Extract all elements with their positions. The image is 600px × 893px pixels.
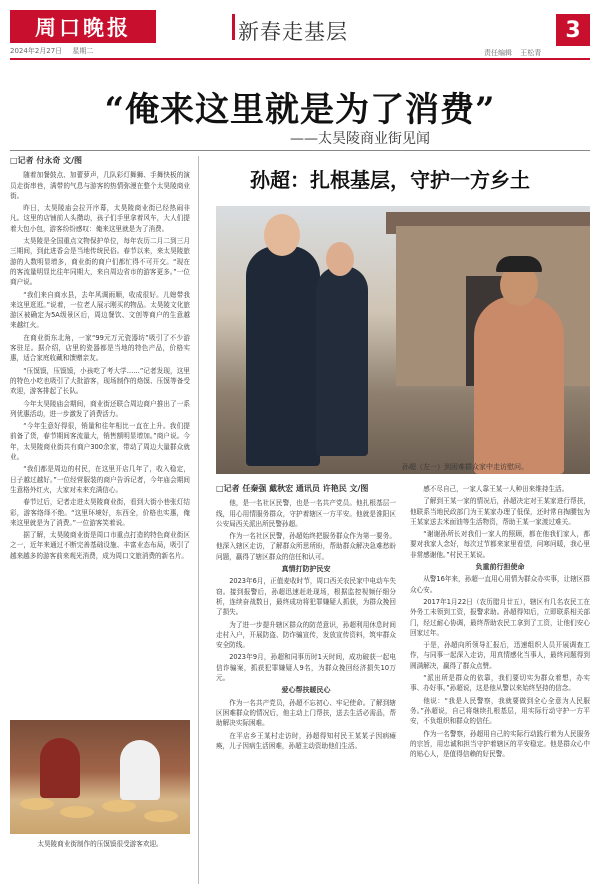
section-title: 新春走基层 [238, 20, 348, 44]
story-body [410, 484, 590, 560]
section-accent-bar [232, 14, 235, 40]
paragraph: 作为一名社区民警，孙超始终把服务群众作为第一要务。他深入辖区走访，了解群众所思所盼，帮助群众解决急难愁盼问题，赢得了辖区群众的信任和认可。 [216, 532, 396, 561]
headline-divider [10, 150, 590, 151]
story-body [216, 498, 396, 562]
paragraph: 据了解，太昊陵商业街是周口市重点打造的特色商业街区之一，近年来通过不断完善基础设施、丰富业态布局，吸引了越来越多的游客前来观光消费，成为周口文旅消费的新名片。 [10, 531, 190, 560]
photo-villager-cap [496, 256, 542, 272]
article-byline: □记者 付永奇 文/图 [10, 156, 83, 165]
paragraph: 感不尽自己，一家人靠王某一人种田来维持生活。 [423, 485, 569, 493]
newspaper-logo: 周口晚报 [10, 10, 156, 43]
story-subheading: 真情打防护民安 [281, 565, 331, 574]
issue-info [10, 46, 101, 56]
paragraph: 在平店乡王某村走访时，孙超得知村民王某某子因病瘫痪，儿子因病生活困难，孙超主动资助他们生活。 [216, 731, 396, 750]
paragraph: “压馍馍，压馍馍，小孩吃了考大学……”记者发现，这里的特色小吃也吸引了大批游客，现场制作的烙馍、压馍等备受欢迎，游客排起了长队。 [10, 366, 190, 396]
story-photo-caption: 孙超（左一）到困难群众家中走访慰问。 [402, 463, 528, 471]
story-subheading: 爱心帮扶暖民心 [281, 686, 331, 695]
photo-figure [120, 740, 160, 800]
story-subheading: 负重前行担使命 [475, 563, 525, 572]
photo-officer-head [264, 214, 300, 256]
paragraph: 了解到王某一家的情况后，孙超决定对王某家进行帮扶，他联系当地民政部门为王某家办理了低保，还时常自掏腰包为王某家送去米面油等生活物资，帮助王某一家渡过难关。 [410, 497, 590, 526]
story-column-1 [216, 484, 396, 884]
photo-bun [20, 798, 54, 810]
story-body [216, 576, 396, 683]
story-body [410, 574, 590, 759]
story-photo [216, 206, 590, 474]
paragraph: 为了进一步提升辖区群众的防范意识，孙超利用休息时间走村入户，开展防盗、防诈骗宣传，发放宣传资料，筑牢群众安全防线。 [216, 620, 396, 650]
photo-bun [102, 800, 136, 812]
column-divider [198, 156, 199, 884]
top-divider [10, 58, 590, 60]
story-title: 孙超：扎根基层，守护一方乡土 [250, 168, 530, 192]
paragraph: 从警16年来，孙超一直用心用情为群众办实事，让辖区群众心安。 [410, 575, 590, 594]
paragraph: 春节过后，记者走进太昊陵商业街，看到大街小巷张灯结彩，游客络绎不绝。“这里环境好，东西全，价格也实惠，俺来这里就是为了消费。”一位游客笑着说。 [10, 498, 190, 527]
main-headline: “俺来这里就是为了消费” [104, 90, 496, 130]
story-byline: □记者 任秦强 戴秋宏 通讯员 许艳民 文/图 [216, 484, 369, 493]
issue-date: 2024年2月27日 [10, 47, 63, 55]
photo-officer [316, 266, 368, 456]
article-photo-caption: 太昊陵商业街制作的压馍馍很受游客欢迎。 [37, 840, 163, 848]
photo-officer-head [326, 242, 354, 276]
paragraph: 作为一名警察，孙超用自己的实际行动践行着为人民服务的宗旨，用忠诚和担当守护着辖区的平安稳定。他是群众心中的贴心人，是值得信赖的好民警。 [410, 729, 590, 759]
article-column-left [10, 156, 190, 714]
paragraph: 他说：“我是人民警察，我就要做到全心全意为人民服务。”孙超说，自己将继续扎根基层，用实际行动守护一方平安，不负组织和群众的信任。 [410, 696, 590, 726]
editor-name: 王松青 [520, 49, 542, 57]
paragraph: 昨日，太昊陵庙会拉开序幕，太昊陵商业街已经热闹非凡。这里的店铺前人头攒动，孩子们手里拿着风车，大人们提着大包小包，游客纷纷感叹：俺来这里就是为了消费。 [10, 204, 190, 233]
paragraph: 在商业街东北角，一家“99元万元瓷器坊”吸引了不少游客驻足。据介绍，店里的瓷器都是当地的特色产品，价格实惠，适合家庭收藏和馈赠亲友。 [10, 333, 190, 363]
article-photo [10, 720, 190, 834]
photo-figure [40, 738, 80, 798]
editor-credit [484, 48, 547, 58]
main-subhead: ——太昊陵商业街见闻 [290, 131, 430, 147]
photo-bun [60, 806, 94, 818]
page-number: 3 [556, 14, 590, 46]
editor-label: 责任编辑 [484, 49, 512, 57]
story-column-2 [410, 484, 590, 884]
paragraph: “谢谢孙所长对我们一家人的照顾，都在他我们家人，都要对我家人念好，每次过节都来家里看望，问寒问暖，我心里非常感谢他。”村民王某说。 [410, 530, 590, 559]
issue-weekday: 星期二 [72, 47, 94, 55]
photo-bun [144, 810, 178, 822]
paragraph: 2017年1月22日（农历腊月廿五），辖区有几名农民工在外务工未领到工资，报警求助。孙超得知后，立即联系相关部门，经过耐心协调，最终帮助农民工拿到了工资，让他们安心回家过年。 [410, 597, 590, 637]
paragraph: 于是，孙超向所领导汇报后，迅速组织人员开展调查工作，与同事一起深入走访，用真情感化当事人，最终问题得到圆满解决，赢得了群众点赞。 [410, 641, 590, 670]
masthead [0, 0, 600, 62]
photo-villager [474, 296, 564, 474]
photo-officer [246, 246, 320, 466]
paragraph: 作为一名共产党员，孙超不忘初心、牢记使命。了解到辖区困难群众的情况后，他主动上门帮扶，送去生活必需品，帮助解决实际困难。 [216, 698, 396, 728]
paragraph: “今年生意好得很，销量和往年相比一直在上升。我们提前备了货，春节期间客流量大，销售额明显增加。”商户说。今年，太昊陵商业街共有商户300余家，带动了周边大量群众就业。 [10, 422, 190, 462]
paragraph: 他，是一名社区民警，也是一名共产党员。他扎根基层一线，用心用情服务群众，守护着辖区一方平安。他就是淮阳区公安局西关派出所民警孙超。 [216, 499, 396, 528]
paragraph: “我们都是周边的村民，在这里开店几年了，收入稳定，日子越过越好。”一位经营服装的商户告诉记者，今年庙会期间生意格外红火，大家对未来充满信心。 [10, 465, 190, 494]
paragraph: 今年太昊陵庙会期间，商业街还联合周边商户推出了一系列优惠活动，进一步激发了消费活力。 [10, 399, 190, 418]
article-body [10, 170, 190, 561]
story-body [216, 698, 396, 751]
paragraph: “派出所是群众的依靠，我们要切实为群众着想，办实事、办好事。”孙超说，这是他从警以来始终坚持的信念。 [410, 674, 590, 693]
paragraph: 2023年6月，正值麦收时节，周口西关农民家中电动车失窃。接到报警后，孙超迅速赶赴现场，根据监控视频仔细分析，连续奋战数日，最终成功将犯罪嫌疑人抓获，为群众挽回了损失。 [216, 577, 396, 617]
paragraph: 随着加餐鼓点、加蕾萝声，几队彩灯舞狮、手舞快板的演员走街串巷，满带的气息与游客的热情弥漫在整个太昊陵商业街。 [10, 171, 190, 200]
paragraph: 太昊陵是全国重点文物保护单位，每年农历二月二到三月三期间，到此进香会是当地传统民俗。春节以来，来太昊陵旅游的人数明显增多，商业街的商户们都忙得不可开交。“现在的客流量明显比往年同期大，来自周边省市的游客更多。”一位商户说。 [10, 237, 190, 287]
paragraph: 2023年9月，孙超和同事历时1天时间，成功破获一起电信诈骗案，抓获犯罪嫌疑人9名，为群众挽回经济损失10万元。 [216, 653, 396, 683]
paragraph: “我们来自商水县，去年风调雨顺，收成很好。儿媳带我来这里逛逛。”说着，一位老人展示刚买的物品。太昊陵文化旅游区被确定为5A级景区后，周边餐饮、文创等商户的生意越来越红火。 [10, 290, 190, 330]
